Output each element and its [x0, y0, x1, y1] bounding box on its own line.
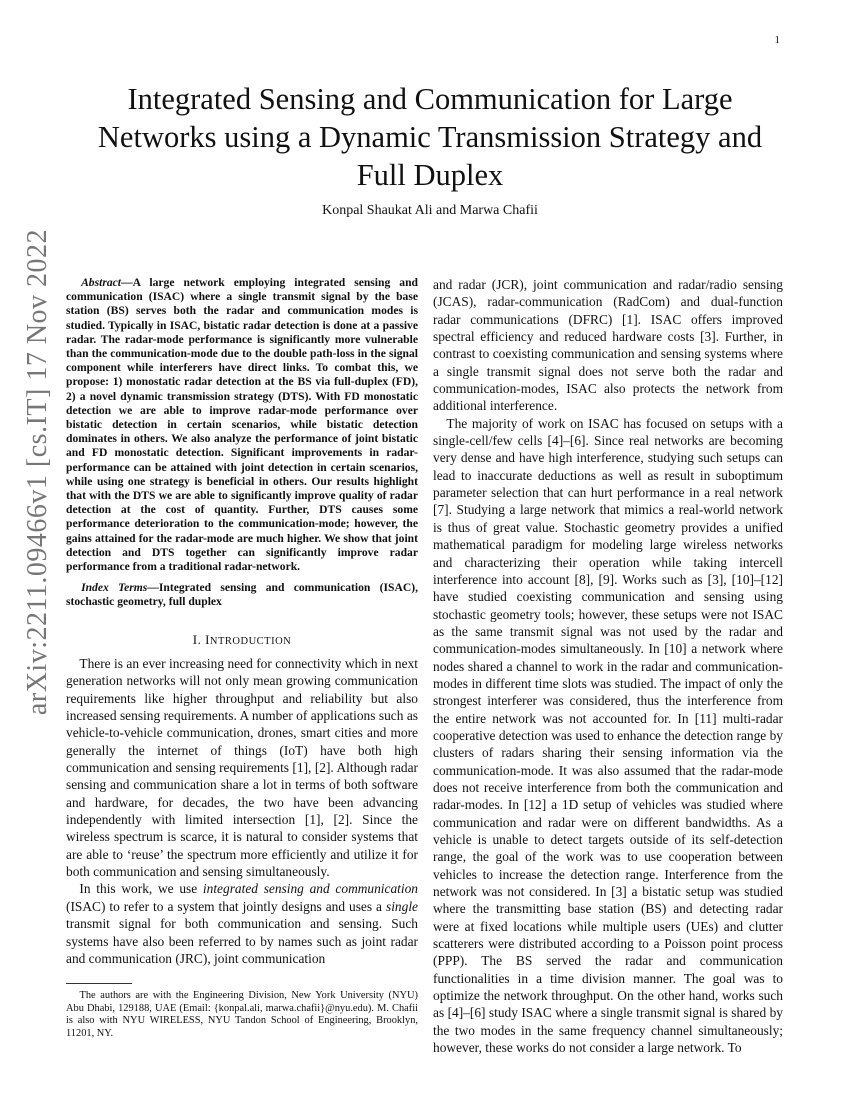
arxiv-identifier: arXiv:2211.09466v1 [cs.IT] 17 Nov 2022: [22, 228, 53, 716]
intro-p2-text-c: transmit signal for both communication and sensing. Such systems have also been referred to by names such as joint radar and communication (JRC), joint communication: [66, 916, 418, 966]
intro-paragraph-1: There is an ever increasing need for connectivity which in next generation networks will not only mean growing communication requirements like higher throughput and reliability but also increased sensing requirements. A number of applications such as vehicle-to-vehicle communication, drones, smart cities and more generally the internet of things (IoT) have both high communication and sensing requirements [1], [2]. Although radar sensing and communication share a lot in terms of both software and hardware, for decades, the two have been advancing independently with limited intersection [1], [2]. Since the wireless spectrum is scarce, it is natural to consider systems that are able to ‘reuse’ the spectrum more efficiently and utilize it for both communication and sensing simultaneously.: [66, 656, 418, 880]
section-title-initial: I: [205, 631, 210, 647]
abstract: [66, 276, 418, 574]
intro-paragraph-2: [66, 880, 418, 967]
left-column: [66, 276, 418, 1041]
footnote-divider: [66, 983, 132, 984]
intro-paragraph-3: The majority of work on ISAC has focused on setups with a single-cell/few cells [4]–[6]. Since real networks are becoming very dense and have high interference, studying such setups can lead to inaccurate deductions as well as result in suboptimum parameter selection that can hurt performance in a real network [7]. Studying a large network that mimics a real-world network is thus of great value. Stochastic geometry provides a unified mathematical paradigm for modeling large wireless networks and characterizing their operation while taking intercell interference into account [8], [9]. Works such as [3], [10]–[12] have studied coexisting communication and sensing using stochastic geometry tools; however, these setups were not ISAC as the same transmit signal was not used by the radar and communication-modes simultaneously. In [10] a network where nodes shared a channel to work in the radar and communication-modes in different time slots was studied. The impact of only the strongest interferer was considered, thus the interference from the entire network was not accounted for. In [11] multi-radar cooperative detection was used to enhance the detection range by clusters of radars sharing their sensing information via the communication-mode. It was also assumed that the radar-mode does not receive interference from both the communication and radar-modes. In [12] a 1D setup of vehicles was studied where communication and radar were on different bandwidths. As a vehicle is unable to detect targets outside of its self-detection range, the goal of the work was to use cooperation between vehicles to increase the detection range. Interference from the network was not considered. In [3] a bistatic setup was studied where the transmitting base station (BS) and detecting radar were at fixed locations while multiple users (UEs) and clutter scatterers were distributed according to a Poisson point process (PPP). The BS served the radar and communication functionalities in a time division manner. The goal was to optimize the network throughput. On the other hand, works such as [4]–[6] study ISAC where a single transmit signal is shared by the two modes in the same frequency channel simultaneously; however, these works do not consider a large network. To: [433, 415, 783, 1056]
section-heading-introduction: [66, 631, 418, 650]
author-affiliation-footnote: The authors are with the Engineering Division, New York University (NYU) Abu Dhabi, 129188, UAE (Email: {konpal.ali, marwa.chafii}@nyu.edu). M. Chafii is also with NYU WIRELESS, NYU Tandon School of Engineering, Brooklyn, 11201, NY.: [66, 990, 418, 1039]
abstract-text: —A large network employing integrated sensing and communication (ISAC) where a single transmit signal by the base station (BS) serves both the radar and communication modes is studied. Typically in ISAC, bistatic radar detection is done at a passive radar. The radar-mode performance is significantly more vulnerable than the communication-mode due to the double path-loss in the signal component while interferers have direct links. To combat this, we propose: 1) monostatic radar detection at the BS via full-duplex (FD), 2) a novel dynamic transmission strategy (DTS). With FD monostatic detection we are able to improve radar-mode performance over bistatic detection in certain scenarios, while bistatic detection dominates in others. We also analyze the performance of joint bistatic and FD monostatic detection. Significant improvements in radar-performance can be attained with joint detection in certain scenarios, while using one strategy is beneficial in others. Our results highlight that with the DTS we are able to significantly improve quality of radar detection at the cost of quantity. Further, DTS causes some performance deterioration to the communication-mode; however, the gains attained for the radar-mode are much higher. We show that joint detection and DTS together can significantly improve radar performance from a traditional radar-network.: [66, 276, 418, 574]
paper-title: Integrated Sensing and Communication for Large Networks using a Dynamic Transmission Strategy and Full Duplex: [97, 82, 763, 192]
page-number: 1: [774, 34, 780, 46]
intro-p2-text-a: In this work, we use: [79, 881, 203, 897]
right-column: [433, 276, 783, 1056]
author-list: Konpal Shaukat Ali and Marwa Chafii: [322, 203, 538, 218]
section-number: I.: [192, 631, 202, 647]
intro-paragraph-2-continued: and radar (JCR), joint communication and radar/radio sensing (JCAS), radar-communication (RadCom) and dual-function radar communications (DFRC) [1]. ISAC offers improved spectral efficiency and reduced hardware costs [3]. Further, in contrast to coexisting communication and sensing systems where a single transmit signal does not serve both the radar and communication-modes, ISAC also protects the network from additional interference.: [433, 277, 783, 414]
index-terms-text: —Integrated sensing and communication (ISAC), stochastic geometry, full duplex: [66, 581, 419, 609]
index-terms-lead: Index Terms: [81, 581, 148, 595]
abstract-lead: Abstract: [81, 276, 122, 289]
intro-p2-text-b: (ISAC) to refer to a system that jointly designs and uses a: [66, 898, 386, 914]
intro-p2-emphasis-single: single: [386, 898, 418, 914]
index-terms: [66, 581, 418, 609]
section-title-rest: NTRODUCTION: [209, 635, 292, 647]
intro-p2-emphasis-isac: integrated sensing and communication: [202, 881, 418, 897]
